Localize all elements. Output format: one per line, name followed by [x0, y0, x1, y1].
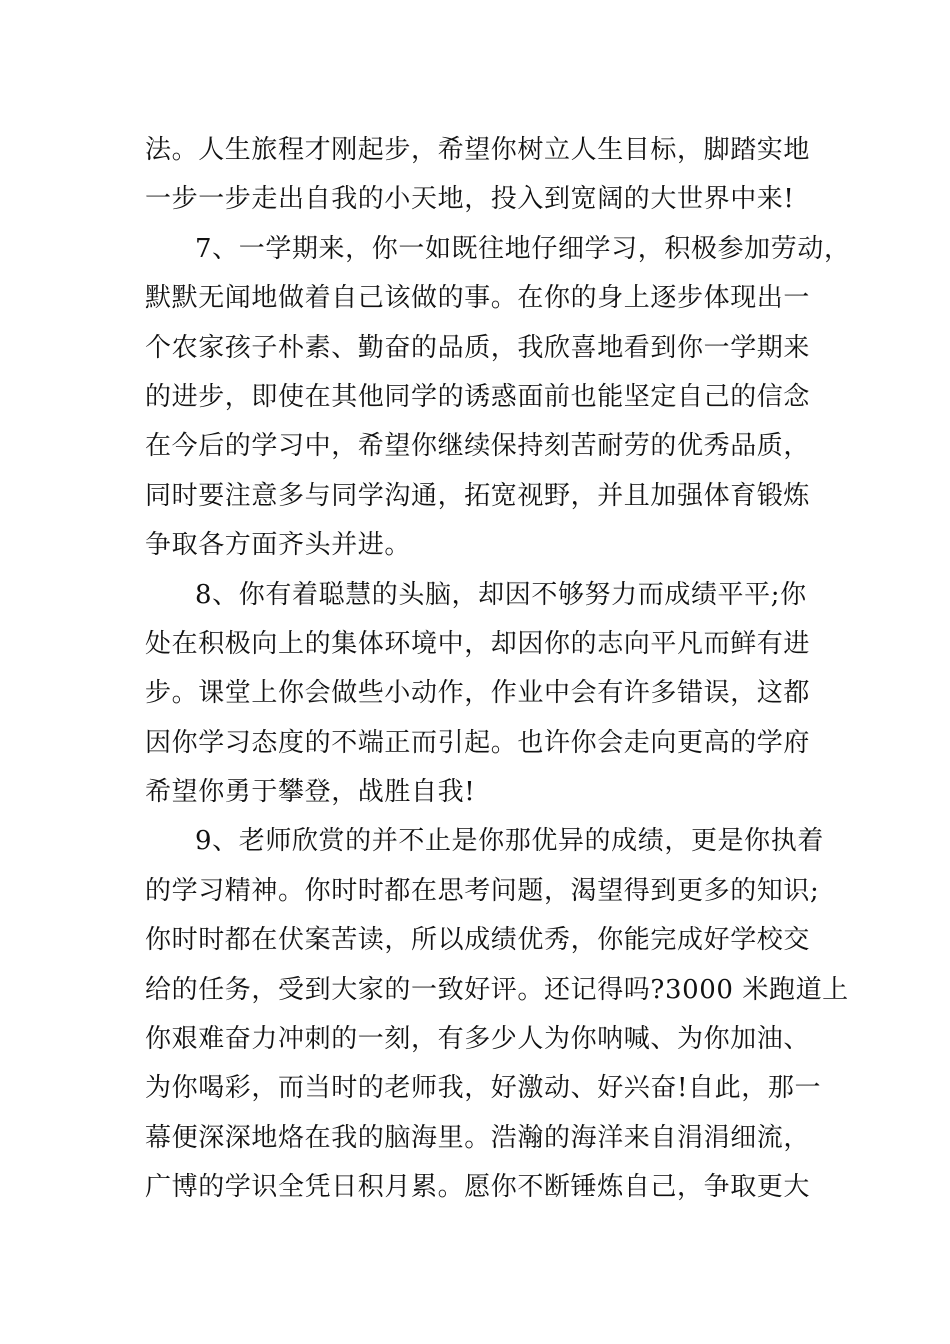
text-line: 法。人生旅程才刚起步，希望你树立人生目标，脚踏实地	[145, 135, 811, 165]
text-line: 因你学习态度的不端正而引起。也许你会走向更高的学府	[145, 727, 811, 758]
text-line: 希望你勇于攀登，战胜自我!	[145, 777, 476, 808]
text-line: 个农家孩子朴素、勤奋的品质，我欣喜地看到你一学期来	[145, 332, 811, 363]
text-line: 一步一步走出自我的小天地，投入到宽阔的大世界中来!	[145, 184, 795, 215]
text-line: 争取各方面齐头并进。	[145, 530, 412, 561]
text-line: 同时要注意多与同学沟通，拓宽视野，并且加强体育锻炼	[145, 480, 811, 511]
text-line: 处在积极向上的集体环境中，却因你的志向平凡而鲜有进	[145, 628, 811, 659]
paragraph-start-line: 9、老师欣赏的并不止是你那优异的成绩，更是你执着	[195, 826, 824, 857]
document-body	[145, 126, 851, 1213]
text-line: 给的任务，受到大家的一致好评。还记得吗?3000 米跑道上	[145, 974, 849, 1005]
text-line: 广博的学识全凭日积月累。愿你不断锤炼自己，争取更大	[145, 1172, 811, 1203]
paragraph-start-line: 7、一学期来，你一如既往地仔细学习，积极参加劳动，	[195, 233, 851, 264]
text-line: 默默无闻地做着自己该做的事。在你的身上逐步体现出一	[145, 283, 811, 314]
text-line: 的进步，即使在其他同学的诱惑面前也能坚定自己的信念	[145, 381, 811, 412]
text-line: 幕便深深地烙在我的脑海里。浩瀚的海洋来自涓涓细流，	[145, 1122, 811, 1153]
text-line: 你时时都在伏案苦读，所以成绩优秀，你能完成好学校交	[145, 925, 811, 956]
paragraph-start-line: 8、你有着聪慧的头脑，却因不够努力而成绩平平;你	[195, 579, 807, 610]
text-line: 在今后的学习中，希望你继续保持刻苦耐劳的优秀品质，	[145, 431, 811, 462]
text-line: 的学习精神。你时时都在思考问题，渴望得到更多的知识;	[145, 875, 820, 906]
text-line: 你艰难奋力冲刺的一刻，有多少人为你呐喊、为你加油、	[145, 1024, 811, 1055]
text-line: 为你喝彩，而当时的老师我，好激动、好兴奋!自此，那一	[145, 1073, 822, 1104]
text-line: 步。课堂上你会做些小动作，作业中会有许多错误，这都	[145, 678, 811, 709]
